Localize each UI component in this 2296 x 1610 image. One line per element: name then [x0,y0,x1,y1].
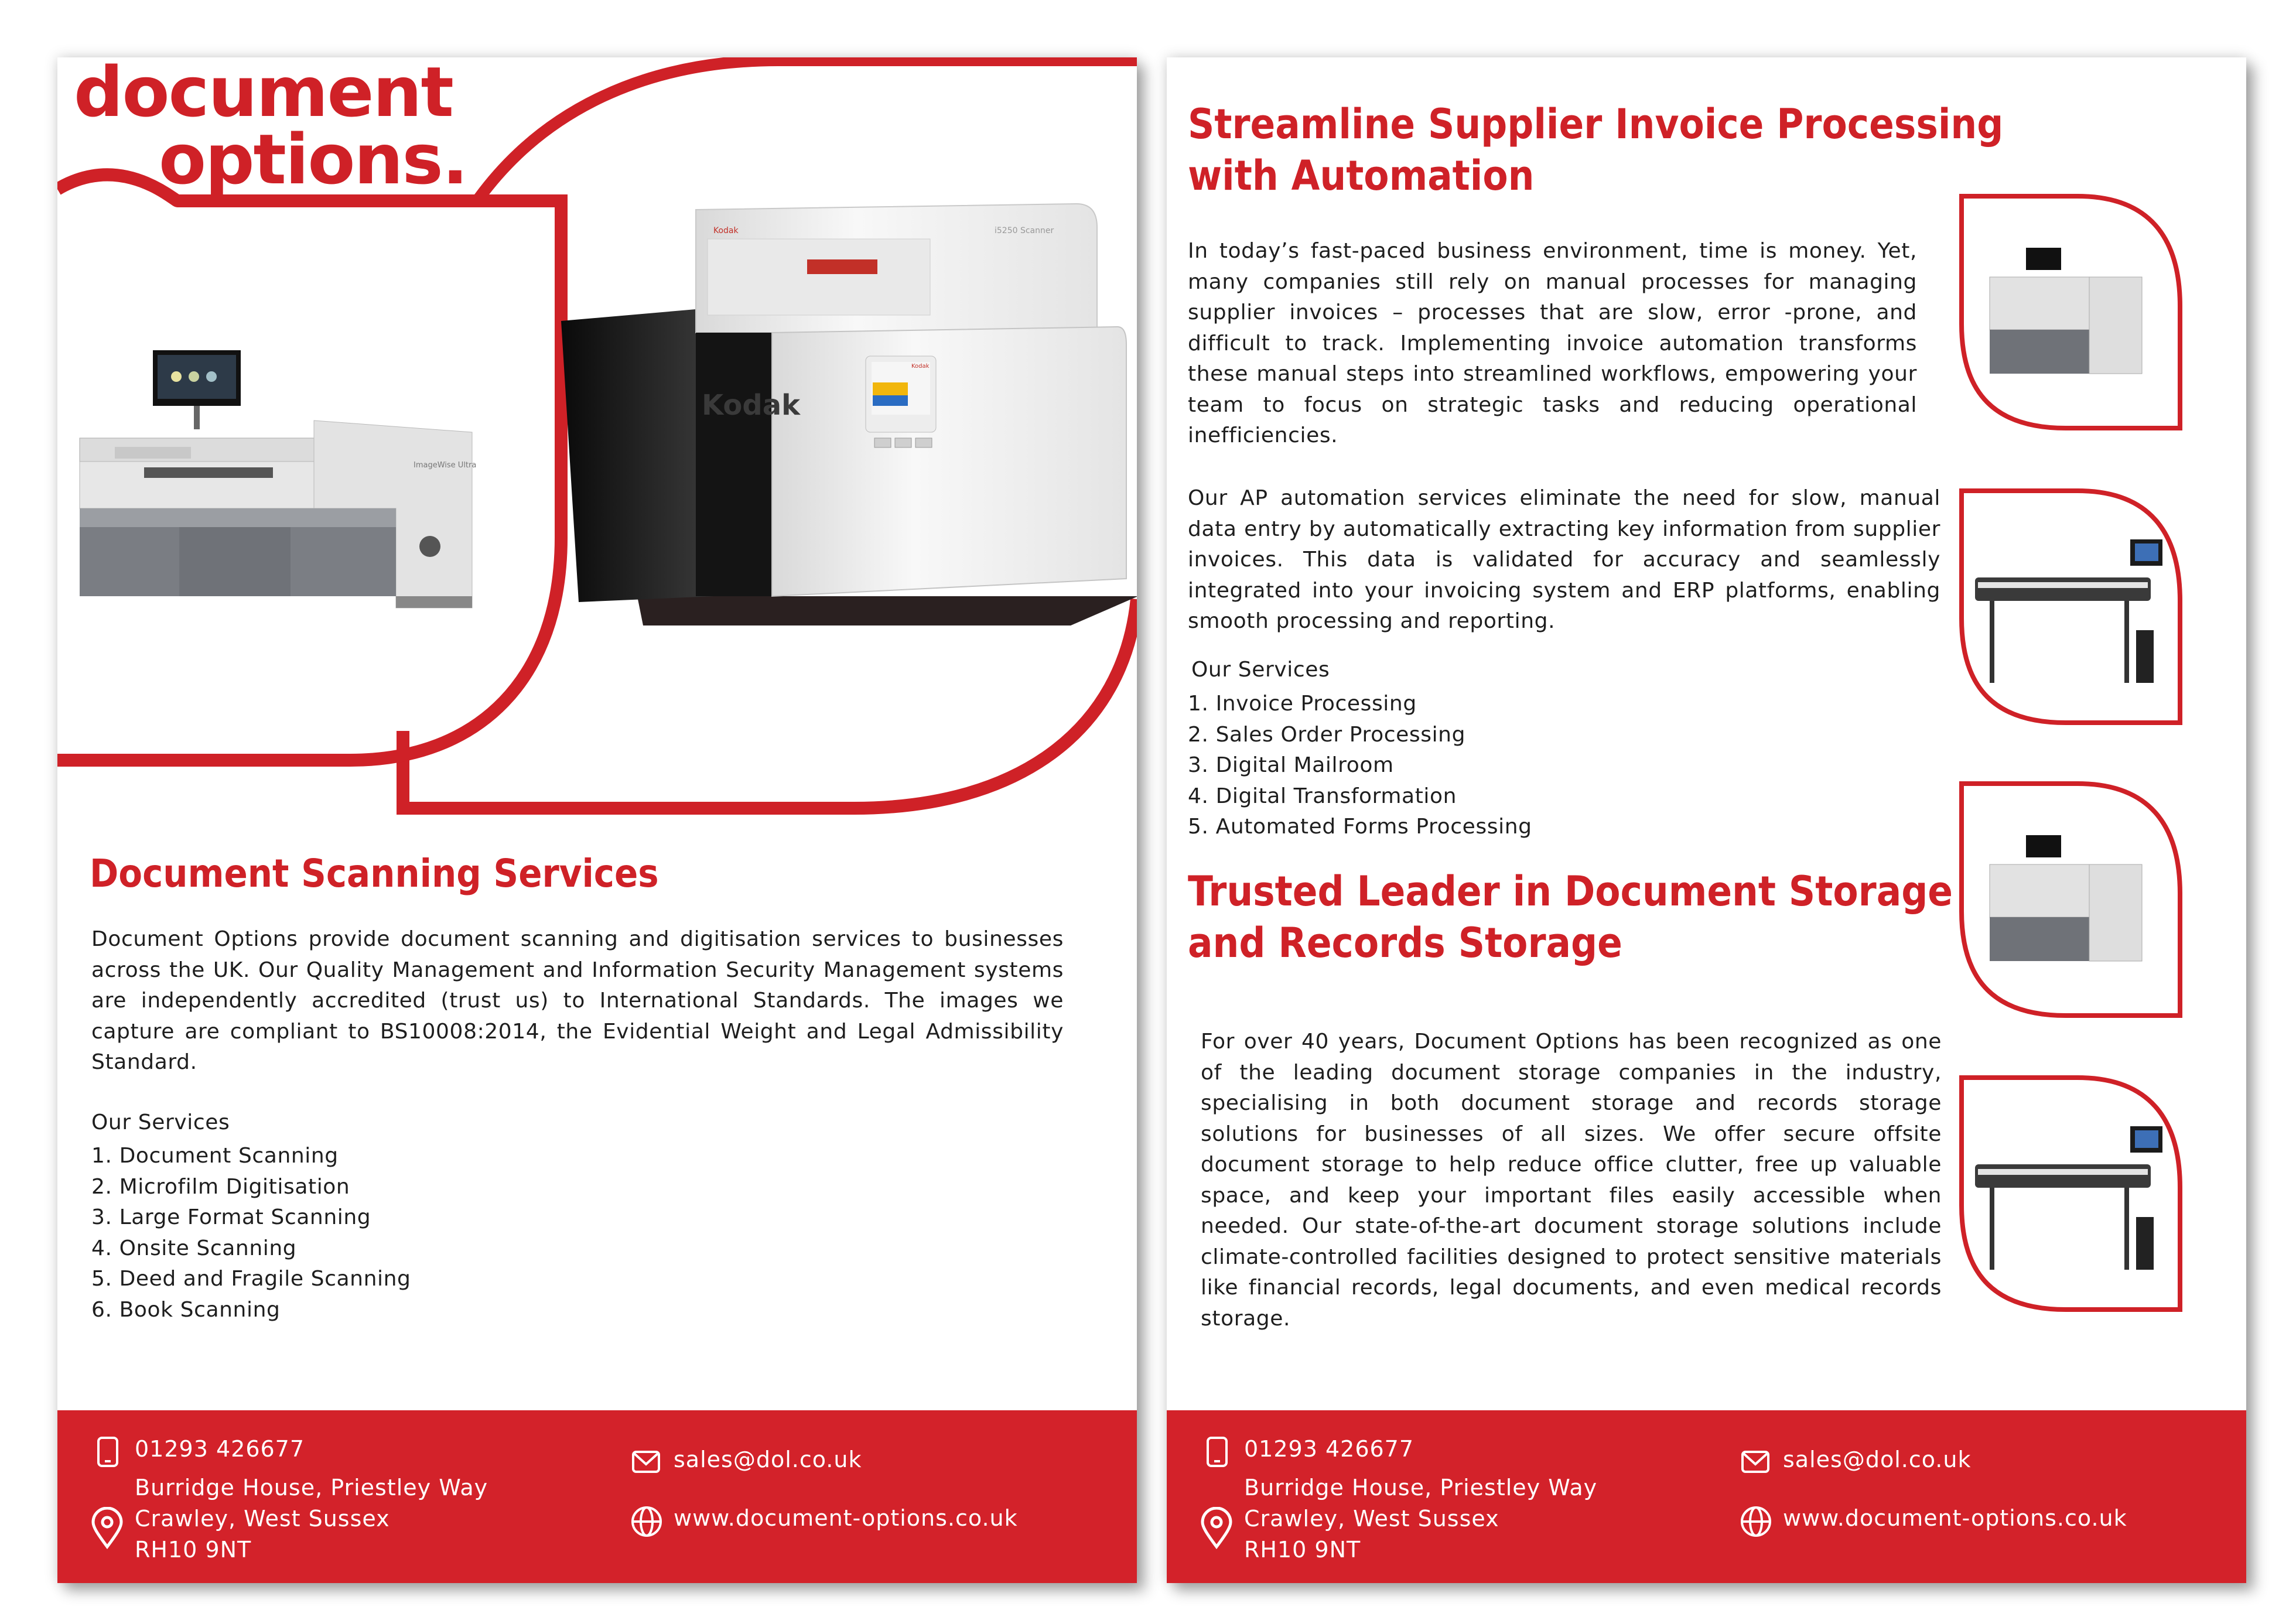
globe-icon [630,1505,663,1538]
storage-heading-line-2: and Records Storage [1188,919,1622,967]
location-pin-icon [91,1507,124,1549]
list-item: 6. Book Scanning [91,1297,281,1322]
list-item: 1. Invoice Processing [1188,692,1417,716]
scanner-brand-text: Kodak [713,226,739,235]
footer-phone[interactable]: 01293 426677 [135,1436,305,1462]
invoice-paragraph-1: In today’s fast-paced business environment, time is money. Yet, many companies still rely on manual processes for managing supplier invoices – processes that are slow, error -prone, and difficult to track. Implementing invoice automation transforms these manual steps into streamlined workflows, empowering your team to focus on strategic tasks and reducing operational inefficiencies. [1188,239,1917,447]
logo-line-1: document [74,57,453,132]
mail-icon [1741,1450,1770,1474]
bookscanner-label: ImageWise Ultra [414,461,477,470]
list-item: 3. Large Format Scanning [91,1205,371,1229]
phone-icon [96,1437,119,1467]
globe-icon [1740,1505,1772,1538]
logo-line-2: options. [159,119,467,200]
list-item: 4. Onsite Scanning [91,1236,297,1260]
invoice-services-list [1188,689,1532,843]
mail-icon [631,1450,661,1474]
invoice-heading [1188,98,2003,201]
left-page [57,57,1137,1583]
scanner-front-brand: Kodak [702,389,800,422]
thumbnail-wide-format-scanner-1 [1955,484,2186,730]
footer-address-line-3: RH10 9NT [1244,1537,1361,1563]
list-item: 4. Digital Transformation [1188,784,1457,808]
brand-logo [74,57,467,200]
footer-email[interactable]: sales@dol.co.uk [1783,1447,1972,1472]
invoice-heading-line-1: Streamline Supplier Invoice Processing [1188,100,2004,148]
scanning-services-list [91,1141,411,1325]
list-item: 2. Sales Order Processing [1188,722,1466,747]
storage-heading [1188,866,1953,969]
contact-footer [57,1410,1137,1583]
storage-heading-line-1: Trusted Leader in Document Storage [1188,867,1953,915]
invoice-heading-line-2: with Automation [1188,152,1535,200]
thumbnail-wide-format-scanner-2 [1955,1071,2186,1317]
footer-address-line-2: Crawley, West Sussex [135,1506,390,1532]
footer-address-line-2: Crawley, West Sussex [1244,1506,1499,1532]
scanning-services-title: Our Services [91,1110,230,1134]
thumbnail-book-scanner-2 [1955,777,2186,1023]
list-item: 5. Automated Forms Processing [1188,815,1532,839]
scanner-model-text: i5250 Scanner [995,226,1054,235]
scanning-intro-paragraph: Document Options provide document scanning and digitisation services to businesses across the UK. Our Quality Management and Information Security Management systems are independently accredited (trust us) to International Standards. The images we capture are compliant to BS10008:2014, the Evidential Weight and Legal Admissibility Standard. [91,927,1064,1074]
phone-icon [1205,1437,1229,1467]
invoice-services-title: Our Services [1191,658,1330,682]
footer-address-line-1: Burridge House, Priestley Way [1244,1475,1598,1500]
list-item: 1. Document Scanning [91,1144,339,1168]
storage-paragraph: For over 40 years, Document Options has been recognized as one of the leading document storage companies in the industry, specialising in both document storage and records storage solutions for businesses of all sizes. We offer secure offsite document storage to help reduce office clutter, free up valuable space, and keep your important files easily accessible when needed. Our state-of-the-art document storage solutions include climate-controlled facilities designed to protect sensitive materials like financial records, legal documents, and even medical records storage. [1201,1030,1942,1331]
list-item: 5. Deed and Fragile Scanning [91,1267,411,1291]
scanner-screen-brand: Kodak [911,363,930,370]
list-item: 3. Digital Mailroom [1188,753,1394,777]
kodak-scanner-image [561,192,1137,637]
right-page [1167,57,2246,1583]
scanning-services-heading: Document Scanning Services [90,851,659,896]
invoice-paragraph-2: Our AP automation services eliminate the need for slow, manual data entry by automatically extracting key information from supplier invoices. This data is validated for accuracy and seamlessly integrated into your invoicing system and ERP platforms, enabling smooth processing and reporting. [1188,486,1940,633]
footer-email[interactable]: sales@dol.co.uk [674,1447,862,1472]
location-pin-icon [1200,1507,1233,1549]
footer-phone[interactable]: 01293 426677 [1244,1436,1414,1462]
footer-address-line-1: Burridge House, Priestley Way [135,1475,488,1500]
footer-website[interactable]: www.document-options.co.uk [674,1505,1018,1531]
book-scanner-image [68,350,490,643]
footer-address-line-3: RH10 9NT [135,1537,252,1563]
footer-website[interactable]: www.document-options.co.uk [1783,1505,2127,1531]
list-item: 2. Microfilm Digitisation [91,1174,350,1199]
thumbnail-book-scanner-1 [1955,189,2186,435]
contact-footer [1167,1410,2246,1583]
